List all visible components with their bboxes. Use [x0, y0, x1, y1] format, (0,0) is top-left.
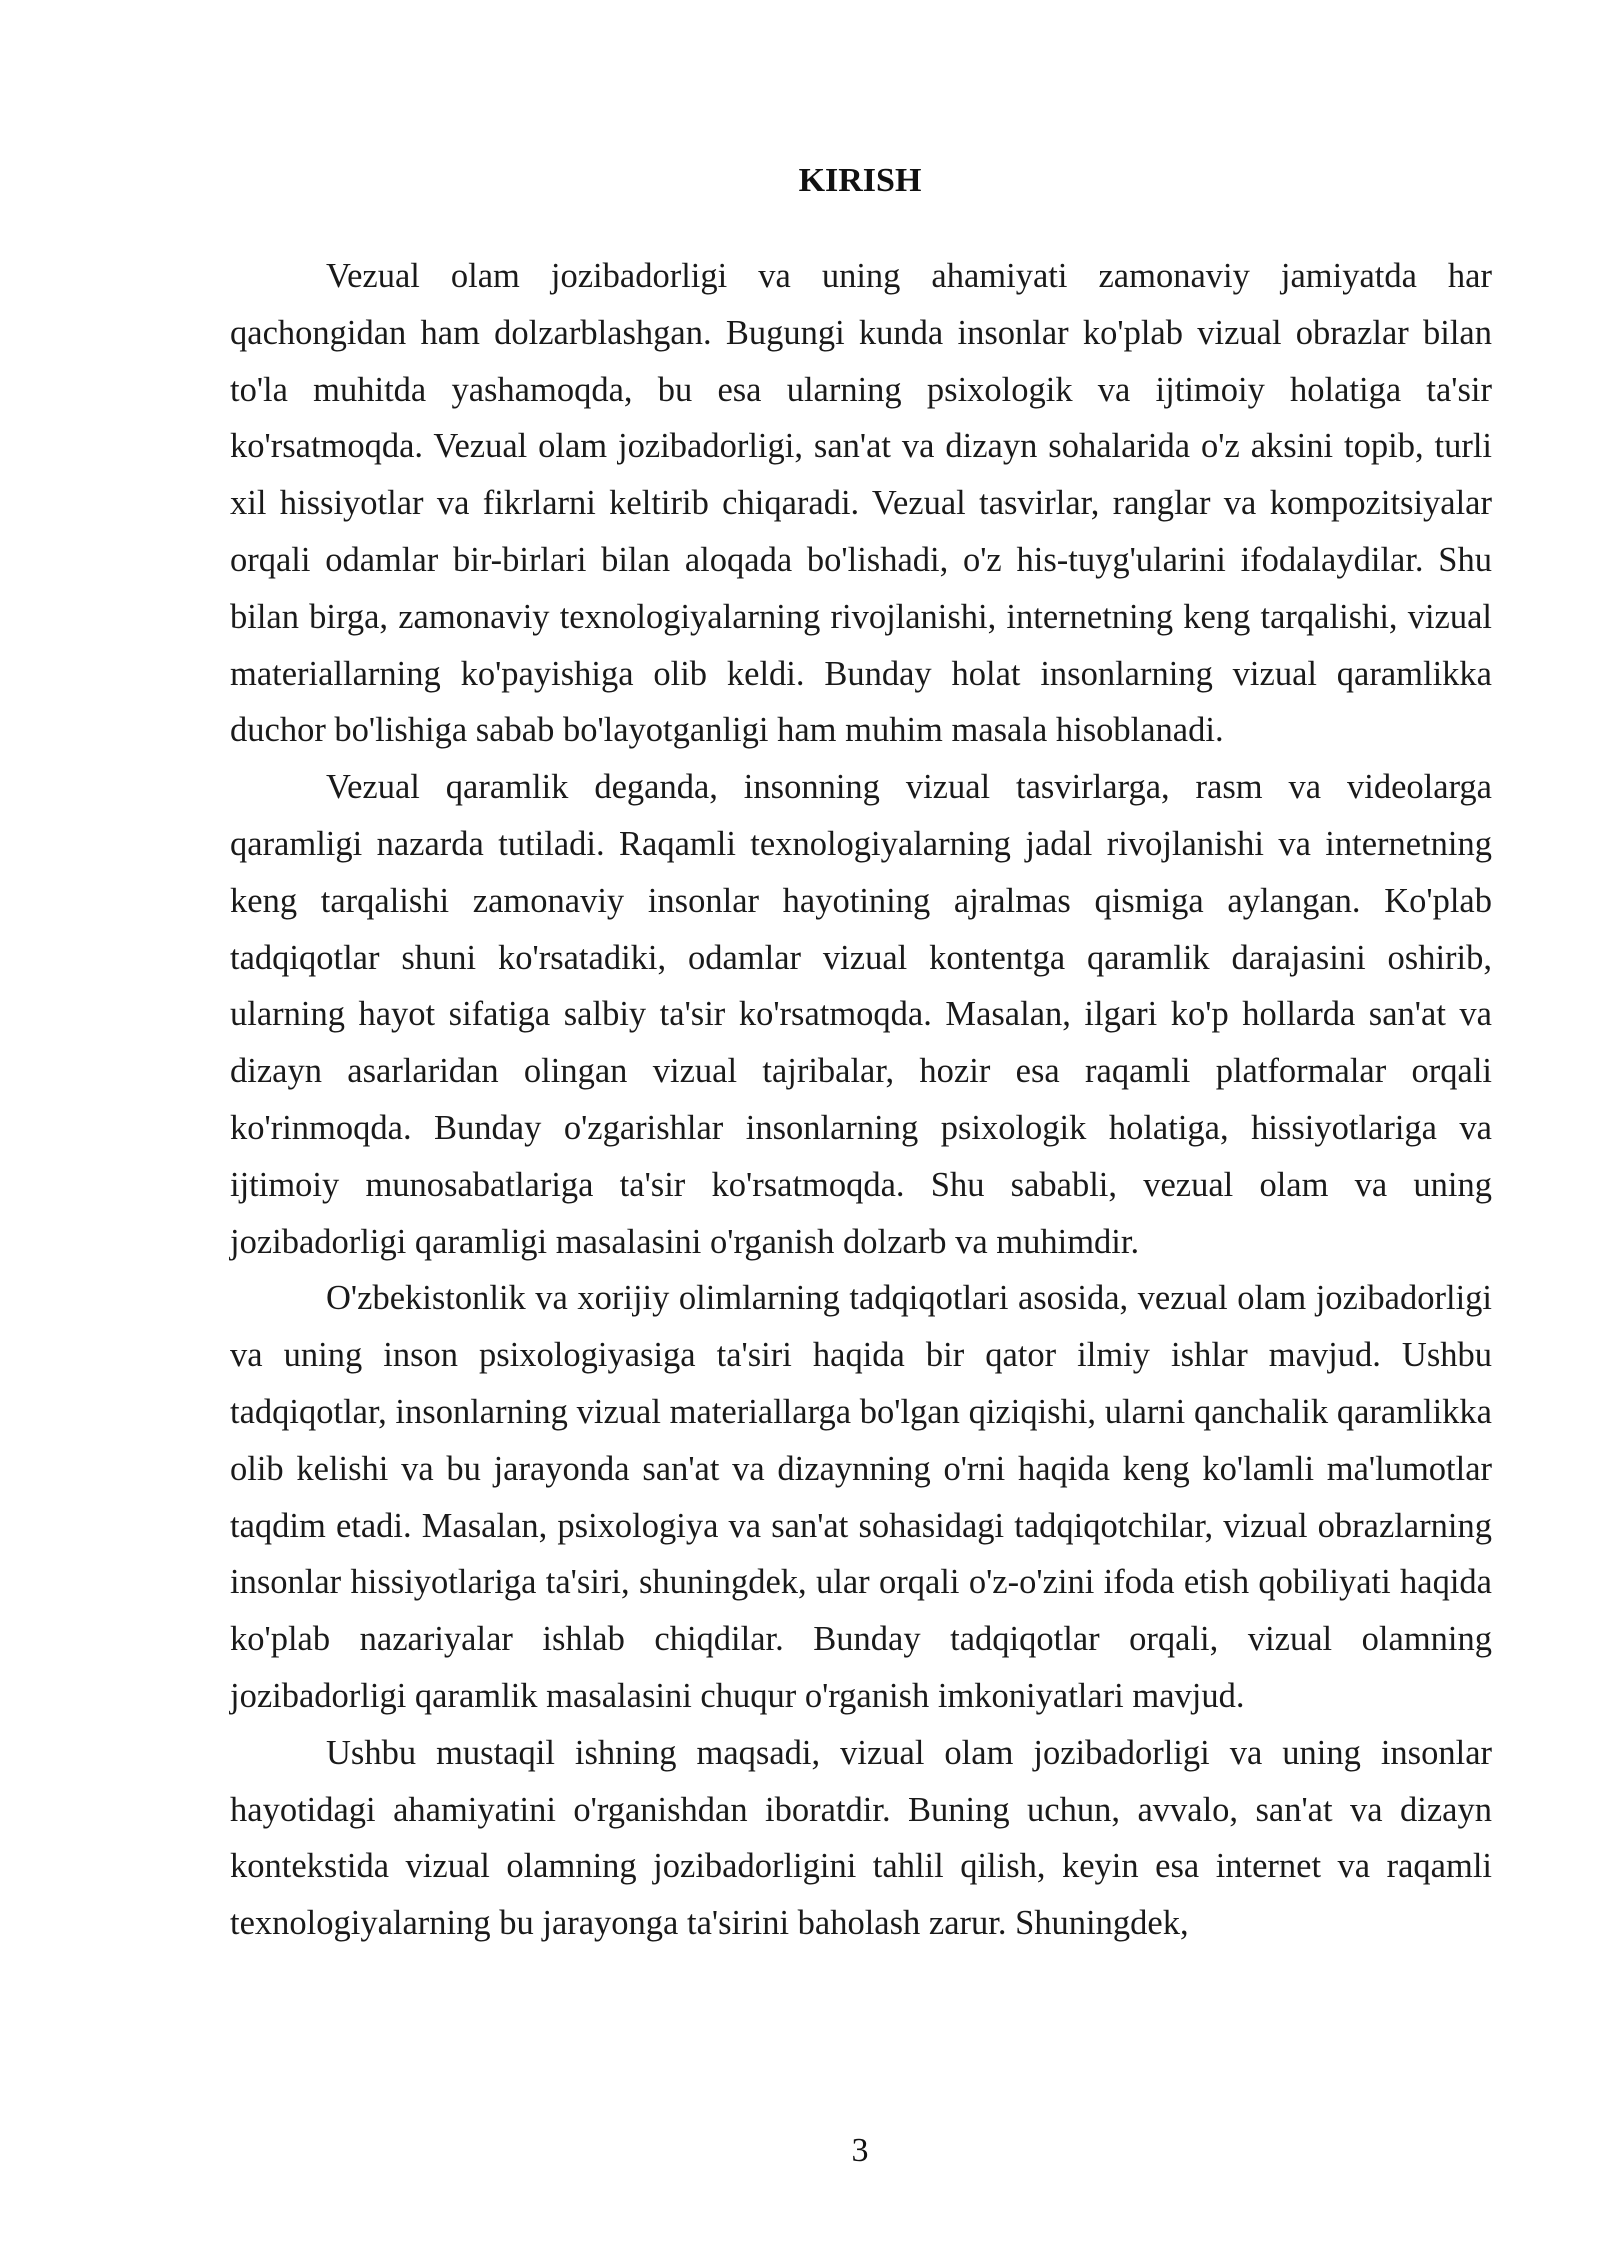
paragraph-2: Vezual qaramlik deganda, insonning vizual tasvirlarga, rasm va videolarga qaramligi nazarda tutiladi. Raqamli texnologiyalarning jadal rivojlanishi va internetning keng tarqalishi zamonaviy insonlar hayotining ajralmas qismiga aylangan. Ko'plab tadqiqotlar shuni ko'rsatadiki, odamlar vizual kontentga qaramlik darajasini oshirib, ularning hayot sifatiga salbiy ta'sir ko'rsatmoqda. Masalan, ilgari ko'p hollarda san'at va dizayn asarlaridan olingan vizual tajribalar, hozir esa raqamli platformalar orqali ko'rinmoqda. Bunday o'zgarishlar insonlarning psixologik holatiga, hissiyotlariga va ijtimoiy munosabatlariga ta'sir ko'rsatmoqda. Shu sababli, vezual olam va uning jozibadorligi qaramligi masalasini o'rganish dolzarb va muhimdir.	[230, 768, 1492, 1261]
paragraph-1: Vezual olam jozibadorligi va uning ahamiyati zamonaviy jamiyatda har qachongidan ham dolzarblashgan. Bugungi kunda insonlar ko'plab vizual obrazlar bilan to'la muhitda yashamoqda, bu esa ularning psixologik va ijtimoiy holatiga ta'sir ko'rsatmoqda. Vezual olam jozibadorligi, san'at va dizayn sohalarida o'z aksini topib, turli xil hissiyotlar va fikrlarni keltirib chiqaradi. Vezual tasvirlar, ranglar va kompozitsiyalar orqali odamlar bir-birlari bilan aloqada bo'lishadi, o'z his-tuyg'ularini ifodalaydilar. Shu bilan birga, zamonaviy texnologiyalarning rivojlanishi, internetning keng tarqalishi, vizual materiallarning ko'payishiga olib keldi. Bunday holat insonlarning vizual qaramlikka duchor bo'lishiga sabab bo'layotganligi ham muhim masala hisoblanadi.	[230, 257, 1492, 750]
body-text	[230, 248, 1492, 1952]
page-number: 3	[851, 2132, 869, 2169]
paragraph-3: O'zbekistonlik va xorijiy olimlarning tadqiqotlari asosida, vezual olam jozibadorligi va uning inson psixologiyasiga ta'siri haqida bir qator ilmiy ishlar mavjud. Ushbu tadqiqotlar, insonlarning vizual materiallarga bo'lgan qiziqishi, ularni qanchalik qaramlikka olib kelishi va bu jarayonda san'at va dizaynning o'rni haqida keng ko'lamli ma'lumotlar taqdim etadi. Masalan, psixologiya va san'at sohasidagi tadqiqotchilar, vizual obrazlarning insonlar hissiyotlariga ta'siri, shuningdek, ular orqali o'z-o'zini ifoda etish qobiliyati haqida ko'plab nazariyalar ishlab chiqdilar. Bunday tadqiqotlar orqali, vizual olamning jozibadorligi qaramlik masalasini chuqur o'rganish imkoniyatlari mavjud.	[230, 1279, 1492, 1715]
paragraph-4: Ushbu mustaqil ishning maqsadi, vizual olam jozibadorligi va uning insonlar hayotidagi ahamiyatini o'rganishdan iboratdir. Buning uchun, avvalo, san'at va dizayn kontekstida vizual olamning jozibadorligini tahlil qilish, keyin esa internet va raqamli texnologiyalarning bu jarayonga ta'sirini baholash zarur. Shuningdek,	[230, 1733, 1492, 1943]
section-title: KIRISH	[798, 162, 922, 199]
